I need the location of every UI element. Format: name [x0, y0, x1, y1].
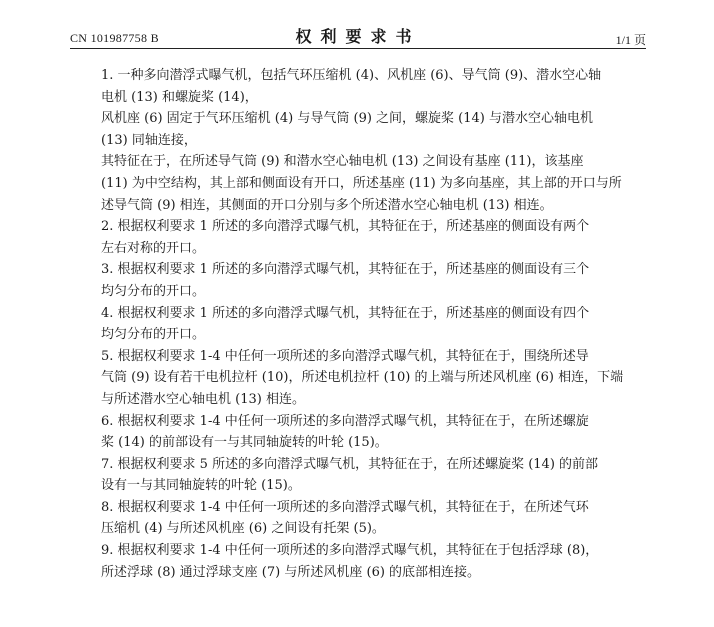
claim-paragraph	[70, 108, 646, 151]
claim-line: 与所述潜水空心轴电机 (13) 相连。	[101, 391, 305, 407]
claim-line: 均匀分布的开口。	[101, 283, 206, 299]
claim-paragraph	[70, 497, 646, 540]
claim-line: 压缩机 (4) 与所述风机座 (6) 之间设有托架 (5)。	[101, 521, 385, 537]
claim-line: 桨 (14) 的前部设有一与其同轴旋转的叶轮 (15)。	[101, 435, 388, 451]
claim-paragraph	[70, 454, 646, 497]
claim-line: 气筒 (9) 设有若干电机拉杆 (10)，所述电机拉杆 (10) 的上端与所述风机座 (6) 相连，下端	[101, 370, 624, 386]
claim-paragraph	[70, 411, 646, 454]
claim-line: 1. 一种多向潜浮式曝气机，包括气环压缩机 (4)、风机座 (6)、导气筒 (9)、潜水空心轴	[101, 68, 602, 83]
claim-line: 2. 根据权利要求 1 所述的多向潜浮式曝气机，其特征在于，所述基座的侧面设有两个	[101, 219, 590, 235]
claim-line: 5. 根据权利要求 1-4 中任何一项所述的多向潜浮式曝气机，其特征在于，围绕所述导	[101, 348, 589, 364]
claim-line: 7. 根据权利要求 5 所述的多向潜浮式曝气机，其特征在于，在所述螺旋桨 (14) 的前部	[101, 456, 599, 472]
page-header	[70, 22, 646, 49]
claim-line: 9. 根据权利要求 1-4 中任何一项所述的多向潜浮式曝气机，其特征在于包括浮球 (8)，	[101, 543, 599, 559]
claim-paragraph	[70, 259, 646, 302]
claim-line: 电机 (13) 和螺旋桨 (14)，	[101, 89, 258, 105]
claim-line: 风机座 (6) 固定于气环压缩机 (4) 与导气筒 (9) 之间，螺旋桨 (14) 与潜水空心轴电机	[101, 111, 593, 127]
page-number: 1/1 页	[615, 33, 646, 47]
claim-paragraph	[70, 216, 646, 259]
claim-line: 4. 根据权利要求 1 所述的多向潜浮式曝气机，其特征在于，所述基座的侧面设有四个	[101, 305, 590, 321]
claim-line: 述导气筒 (9) 相连，其侧面的开口分别与多个所述潜水空心轴电机 (13) 相连。	[101, 197, 553, 213]
claim-paragraph	[70, 65, 646, 108]
claim-line: (11) 为中空结构，其上部和侧面设有开口，所述基座 (11) 为多向基座，其上部的开口与所	[101, 175, 622, 191]
claim-line: (13) 同轴连接，	[101, 132, 197, 148]
claim-line: 其特征在于，在所述导气筒 (9) 和潜水空心轴电机 (13) 之间设有基座 (11)，该基座	[101, 154, 584, 170]
claims-body	[70, 65, 646, 583]
claim-paragraph	[70, 346, 646, 411]
document-title: 权利要求书	[295, 27, 421, 46]
claim-paragraph	[70, 151, 646, 216]
claim-line: 设有一与其同轴旋转的叶轮 (15)。	[101, 478, 301, 494]
claim-line: 所述浮球 (8) 通过浮球支座 (7) 与所述风机座 (6) 的底部相连接。	[101, 564, 481, 580]
claim-paragraph	[70, 540, 646, 583]
claim-line: 6. 根据权利要求 1-4 中任何一项所述的多向潜浮式曝气机，其特征在于，在所述螺旋	[101, 413, 589, 429]
claim-paragraph	[70, 303, 646, 346]
claim-line: 8. 根据权利要求 1-4 中任何一项所述的多向潜浮式曝气机，其特征在于，在所述气环	[101, 499, 589, 515]
publication-number: CN 101987758 B	[70, 31, 159, 45]
claim-line: 均匀分布的开口。	[101, 327, 206, 343]
claim-line: 左右对称的开口。	[101, 240, 206, 256]
claim-line: 3. 根据权利要求 1 所述的多向潜浮式曝气机，其特征在于，所述基座的侧面设有三个	[101, 262, 590, 278]
